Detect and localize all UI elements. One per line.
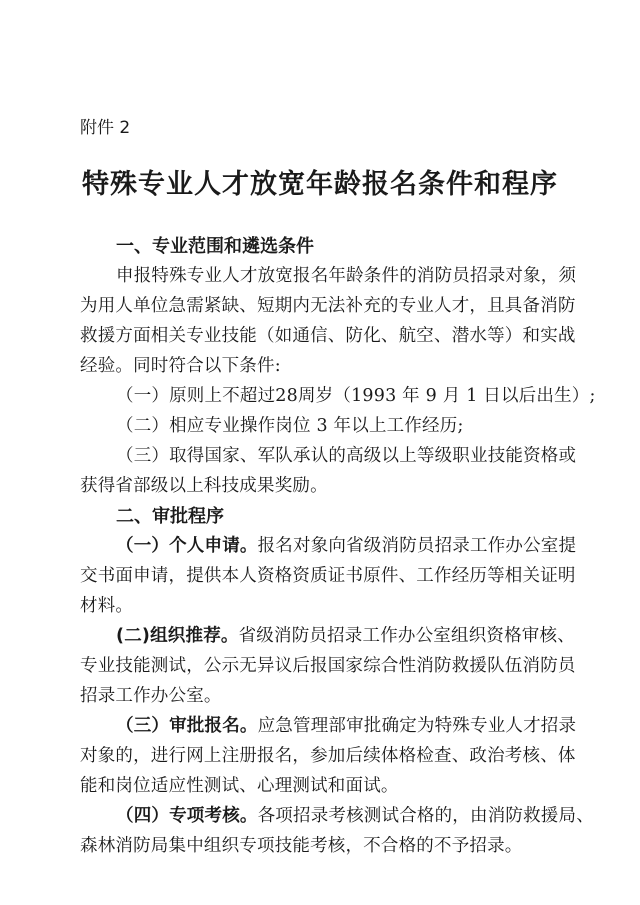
condition-item: 获得省部级以上科技成果奖励。 — [80, 476, 328, 496]
step4-line: （四）专项考核。各项招录考核测试合格的，由消防救援局、 — [116, 806, 594, 826]
step2-lead: (二)组织推荐。 — [116, 626, 239, 646]
attachment-label: 附件 2 — [80, 118, 131, 138]
paragraph-line: 救援方面相关专业技能（如通信、防化、航空、潜水等）和实战 — [80, 326, 576, 346]
step3-line: （三）审批报名。应急管理部审批确定为特殊专业人才招录 — [116, 716, 577, 736]
paragraph-line: 经验。同时符合以下条件: — [80, 356, 281, 376]
paragraph-line: 能和岗位适应性测试、心理测试和面试。 — [80, 776, 399, 796]
paragraph-line: 材料。 — [80, 596, 134, 616]
step1-line: （一）个人申请。报名对象向省级消防员招录工作办公室提 — [116, 536, 577, 556]
paragraph-line: 专业技能测试，公示无异议后报国家综合性消防救援队伍消防员 — [80, 656, 576, 676]
step2-line: (二)组织推荐。省级消防员招录工作办公室组织资格审核、 — [116, 626, 575, 646]
step4-lead: （四）专项考核。 — [116, 806, 258, 826]
paragraph-line: 申报特殊专业人才放宽报名年龄条件的消防员招录对象，须 — [116, 266, 577, 286]
paragraph-line: 为用人单位急需紧缺、短期内无法补充的专业人才，且具备消防 — [80, 296, 576, 316]
step3-lead: （三）审批报名。 — [116, 716, 258, 736]
condition-item: （三）取得国家、军队承认的高级以上等级职业技能资格或 — [116, 446, 577, 466]
paragraph-line: 招录工作办公室。 — [80, 686, 222, 706]
section1-heading: 一、专业范围和遴选条件 — [116, 236, 314, 257]
paragraph-line: 森林消防局集中组织专项技能考核，不合格的不予招录。 — [80, 836, 523, 856]
condition-item: （二）相应专业操作岗位 3 年以上工作经历; — [116, 416, 464, 436]
step1-lead: （一）个人申请。 — [116, 536, 258, 556]
document-title: 特殊专业人才放宽年龄报名条件和程序 — [82, 169, 558, 200]
condition-item: （一）原则上不超过28周岁（1993 年 9 月 1 日以后出生）; — [116, 386, 596, 406]
paragraph-line: 对象的，进行网上注册报名，参加后续体格检查、政治考核、体 — [80, 746, 576, 766]
section2-heading: 二、审批程序 — [116, 506, 224, 527]
paragraph-line: 交书面申请，提供本人资格资质证书原件、工作经历等相关证明 — [80, 566, 576, 586]
